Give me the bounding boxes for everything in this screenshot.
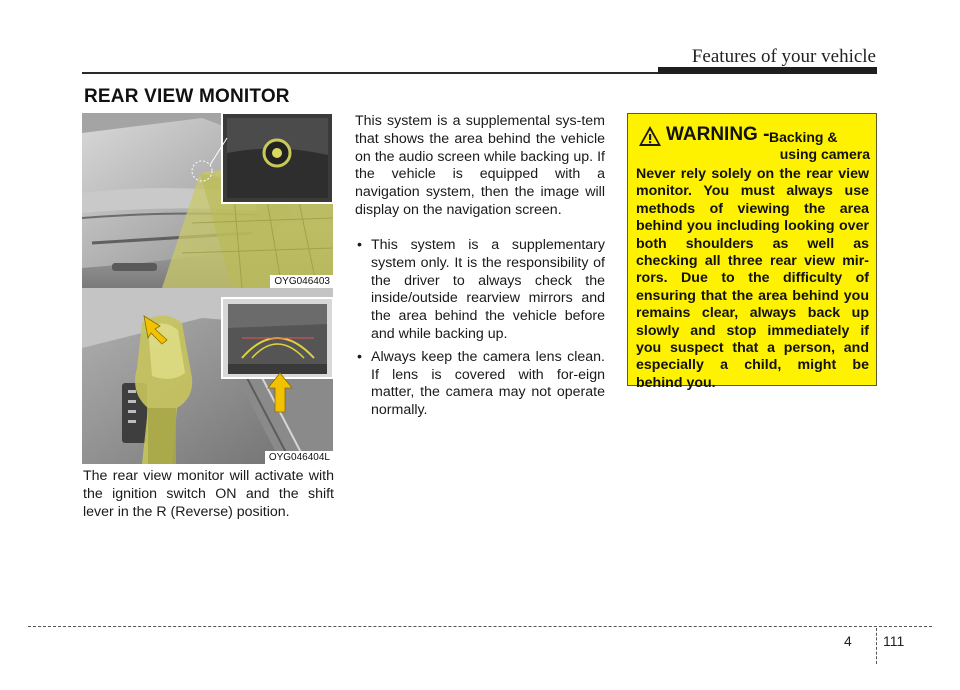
- figure-shift-lever: [82, 288, 333, 464]
- figure-code: OYG046403: [270, 275, 333, 288]
- notes-list: [355, 237, 605, 425]
- warning-subtitle: Backing &: [769, 129, 838, 145]
- warning-box: [627, 113, 877, 391]
- warning-label: WARNING -: [666, 124, 770, 145]
- bullet-glyph: •: [357, 348, 362, 365]
- warning-header: [638, 124, 870, 166]
- system-description-paragraph: This system is a supplemental sys-tem that shows the area behind the vehicle on the audio screen while backing up. If the vehicle is equipped with a navigation system, then the image will display on the navigation screen.: [355, 113, 605, 218]
- warning-body: Never rely solely on the rear view monitor. You must always use methods of viewing the area behind you including looking over both shoulders as well as checking all three rear view mir-rors. Due to the difficulty of ensuring that the area behind you remains clear, always back up slowly and stop immediately if you suspect that a person, and especially a child, might be behind you.: [636, 166, 869, 391]
- chapter-number: 4: [844, 633, 852, 649]
- list-item-text: Always keep the camera lens clean. If lens is covered with for-eign matter, the camera may not operate normally.: [371, 348, 605, 419]
- figure-rear-camera: [82, 113, 333, 288]
- header-title: Features of your vehicle: [691, 46, 876, 67]
- header-rule: [82, 72, 660, 74]
- list-item-text: This system is a supplementary system only. It is the responsibility of the driver to always check the inside/outside rearview mirrors and the area behind the vehicle before and while backing up.: [371, 237, 605, 342]
- warning-triangle-icon: [638, 125, 662, 147]
- page-separator: [876, 628, 877, 664]
- shift-lever-illustration: [82, 288, 333, 464]
- activation-paragraph: The rear view monitor will activate with the ignition switch ON and the shift lever in the R (Reverse) position.: [83, 468, 334, 520]
- section-title: REAR VIEW MONITOR: [84, 86, 290, 107]
- footer-rule: [28, 626, 932, 627]
- rear-camera-illustration: [82, 113, 333, 288]
- list-item: [355, 237, 605, 344]
- figure-code: OYG046404L: [265, 451, 333, 464]
- bullet-glyph: •: [357, 237, 362, 253]
- page-number: 111: [883, 633, 905, 649]
- warning-subtitle: using camera: [779, 146, 870, 162]
- list-item: [355, 349, 605, 420]
- header-rule-accent: [658, 67, 877, 74]
